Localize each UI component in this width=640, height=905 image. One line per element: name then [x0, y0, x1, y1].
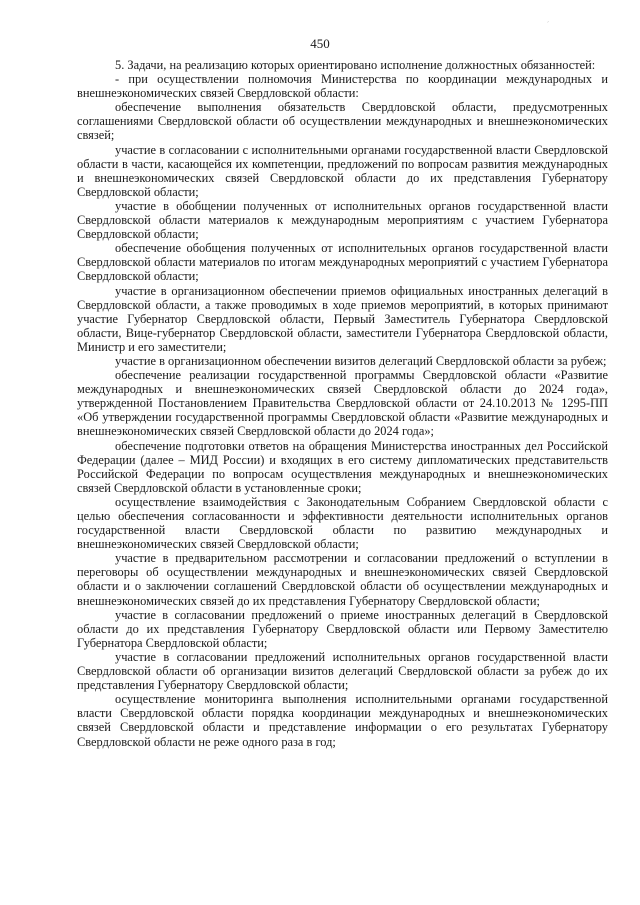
- corner-mark: ´: [547, 22, 549, 28]
- paragraph: участие в организационном обеспечении приемов официальных иностранных делегаций в Свердловской области, а также проводимых в ходе приемов мероприятий, в которых принимают участие Губернатор Свердловской области, Первый Заместитель Губернатора Свердловской области, Вице-губернатор Свердловской области, заместители Губернатора Свердловской области, Министр и его заместители;: [77, 283, 608, 354]
- paragraph-tasks-heading: 5. Задачи, на реализацию которых ориентировано исполнение должностных обязанностей:: [115, 58, 596, 72]
- paragraph: участие в предварительном рассмотрении и согласовании предложений о вступлении в переговоры об осуществлении международных и внешнеэкономических связей Свердловской области и о заключении соглашений Свердловской области об осуществлении международных и внешнеэкономических связей до их представления Губернатору Свердловской области;: [77, 551, 608, 608]
- paragraph: обеспечение обобщения полученных от исполнительных органов государственной власти Свердловской области материалов по итогам международных мероприятий с участием Губернатора Свердловской области;: [77, 241, 608, 284]
- paragraph: обеспечение выполнения обязательств Свердловской области, предусмотренных соглашениями Свердловской области об осуществлении международных и внешнеэкономических связей;: [77, 100, 608, 143]
- paragraph: обеспечение подготовки ответов на обращения Министерства иностранных дел Российской Федерации (далее – МИД России) и входящих в его систему дипломатических представительств Российской Федерации по вопросам осуществления международных и внешнеэкономических связей Свердловской области в установленные сроки;: [77, 438, 608, 495]
- paragraph: участие в организационном обеспечении визитов делегаций Свердловской области за рубеж;: [115, 353, 607, 368]
- page-number: 450: [310, 36, 330, 51]
- paragraph: - при осуществлении полномочия Министерства по координации международных и внешнеэкономических связей Свердловской области:: [77, 72, 608, 101]
- paragraph: участие в согласовании с исполнительными органами государственной власти Свердловской области в части, касающейся их компетенции, предложений по вопросам развития международных и внешнеэкономических связей Свердловской области до их представления Губернатору Свердловской области;: [77, 142, 608, 199]
- paragraph: осуществление мониторинга выполнения исполнительными органами государственной власти Свердловской области порядка координации международных и внешнеэкономических связей Свердловской области и представление информации о его результатах Губернатору Свердловской области не реже одного раза в год;: [77, 692, 608, 749]
- paragraph: участие в согласовании предложений исполнительных органов государственной власти Свердловской области об организации визитов делегаций Свердловской области за рубеж до их представления Губернатору Свердловской области;: [77, 649, 608, 693]
- paragraph: участие в обобщении полученных от исполнительных органов государственной власти Свердловской области материалов к международным мероприятиям с участием Губернатора Свердловской области;: [77, 198, 608, 242]
- paragraph: осуществление взаимодействия с Законодательным Собранием Свердловской области с целью обеспечения согласованности и эффективности деятельности исполнительных органов государственной власти Свердловской области по развитию международных и внешнеэкономических связей Свердловской области;: [77, 494, 608, 552]
- paragraph: обеспечение реализации государственной программы Свердловской области «Развитие международных и внешнеэкономических связей Свердловской области до 2024 года», утвержденной Постановлением Правительства Свердловской области от 24.10.2013 № 1295-ПП «Об утверждении государственной программы Свердловской области «Развитие международных и внешнеэкономических связей Свердловской области до 2024 года»;: [77, 368, 608, 439]
- document-body: [77, 58, 608, 749]
- paragraph: участие в согласовании предложений о приеме иностранных делегаций в Свердловской области до их представления Губернатору Свердловской области или Первому Заместителю Губернатора Свердловской области;: [77, 607, 608, 650]
